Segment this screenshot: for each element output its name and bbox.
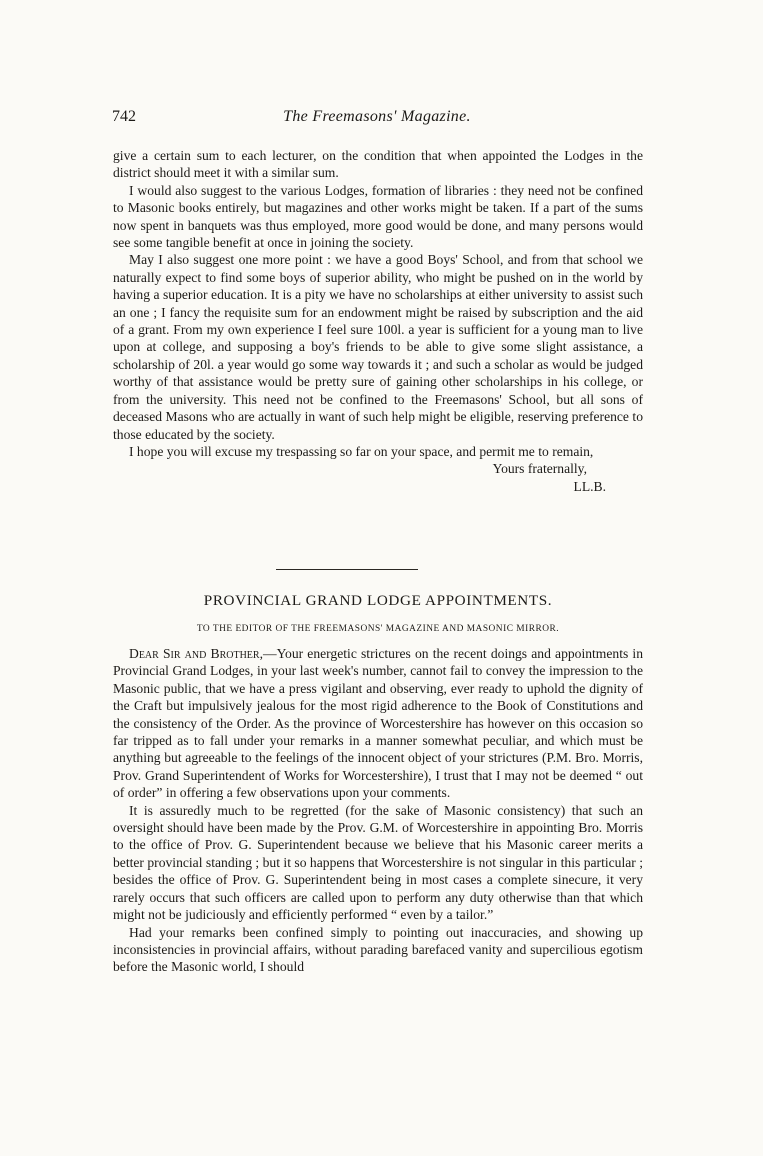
article-paragraph: It is assuredly much to be regretted (for the sake of Masonic consistency) that such an oversight should have been made by the Prov. G.M. of Worcestershire in appointing Bro. Morris to the office of Prov. G. Superintendent because we believe that his Masonic career merits a better provincial standing ; but it so happens that Worcestershire is not singular in this particular ; besides the office of Prov. G. Superintendent being in most cases a complete sinecure, it very rarely occurs that such officers are called upon to perform any duty otherwise than that which might not be judiciously and efficiently performed “ even by a tailor.”: [113, 802, 643, 923]
article-title: PROVINCIAL GRAND LODGE APPOINTMENTS.: [203, 592, 553, 609]
article-salutation: Dear Sir and Brother,: [129, 646, 263, 661]
page-number: 742: [112, 108, 136, 125]
letter-signature: LL.B.: [573, 478, 606, 494]
article-paragraph: [113, 645, 643, 802]
letter-sign-off: Yours fraternally,: [492, 461, 587, 477]
article-subtitle: TO THE EDITOR OF THE FREEMASONS' MAGAZINE AND MASONIC MIRROR.: [196, 624, 560, 634]
letter-paragraph: May I also suggest one more point : we have a good Boys' School, and from that school we naturally expect to find some boys of superior ability, who might be pushed on in the world by having a superior education. It is a pity we have no scholarships at either university to assist such an one ; I fancy the requisite sum for an endowment might be raised by subscription and the aid of a grant. From my own experience I feel sure 100l. a year is sufficient for a young man to live upon at college, and supposing a boy's friends to be able to give some slight assistance, a scholarship of 20l. a year would go some way towards it ; and such a scholar as would be judged worthy of that assistance would be pretty sure of gaining other scholarships in his college, or from the university. This need not be confined to the Freemasons' School, but all sons of deceased Masons who are actually in want of such help might be eligible, reserving preference to those educated by the society.: [113, 252, 643, 442]
section-divider: [276, 569, 418, 570]
article-paragraph-text: —Your energetic strictures on the recent doings and appointments in Provincial Grand Lodges, in your last week's number, cannot fail to convey the impression to the Masonic public, that we have a press vigilant and observing, ever ready to uphold the dignity of the Craft but impulsively jealous for the most rigid adherence to the Book of Constitutions and the consistency of the Order. As the province of Worcestershire has however on this occasion so far tripped as to fall under your remarks in a manner somewhat peculiar, and which must be anything but agreeable to the feelings of the innocent object of your strictures (P.M. Bro. Morris, Prov. Grand Superintendent of Works for Worcestershire), I trust that I may not be deemed “ out of order” in offering a few observations upon your comments.: [113, 646, 644, 801]
letter-paragraph: I would also suggest to the various Lodges, formation of libraries : they need not be confined to Masonic books entirely, but magazines and other works might be taken. If a part of the sums now spent in banquets was thus employed, more good would be done, and many persons would see some tangible benefit at once in joining the society.: [113, 182, 643, 251]
running-title: The Freemasons' Magazine.: [283, 108, 471, 125]
article-paragraph: Had your remarks been confined simply to pointing out inaccuracies, and showing up inconsistencies in provincial affairs, without parading barefaced vanity and supercilious egotism before the Masonic world, I should: [113, 924, 643, 975]
page-header: [112, 108, 642, 132]
letter-continuation: [113, 147, 643, 495]
letter-closing-paragraph: I hope you will excuse my trespassing so far on your space, and permit me to remain,: [129, 443, 594, 459]
letter-paragraph: give a certain sum to each lecturer, on the condition that when appointed the Lodges in the district should meet it with a similar sum.: [113, 148, 643, 181]
article-body: [113, 645, 643, 976]
